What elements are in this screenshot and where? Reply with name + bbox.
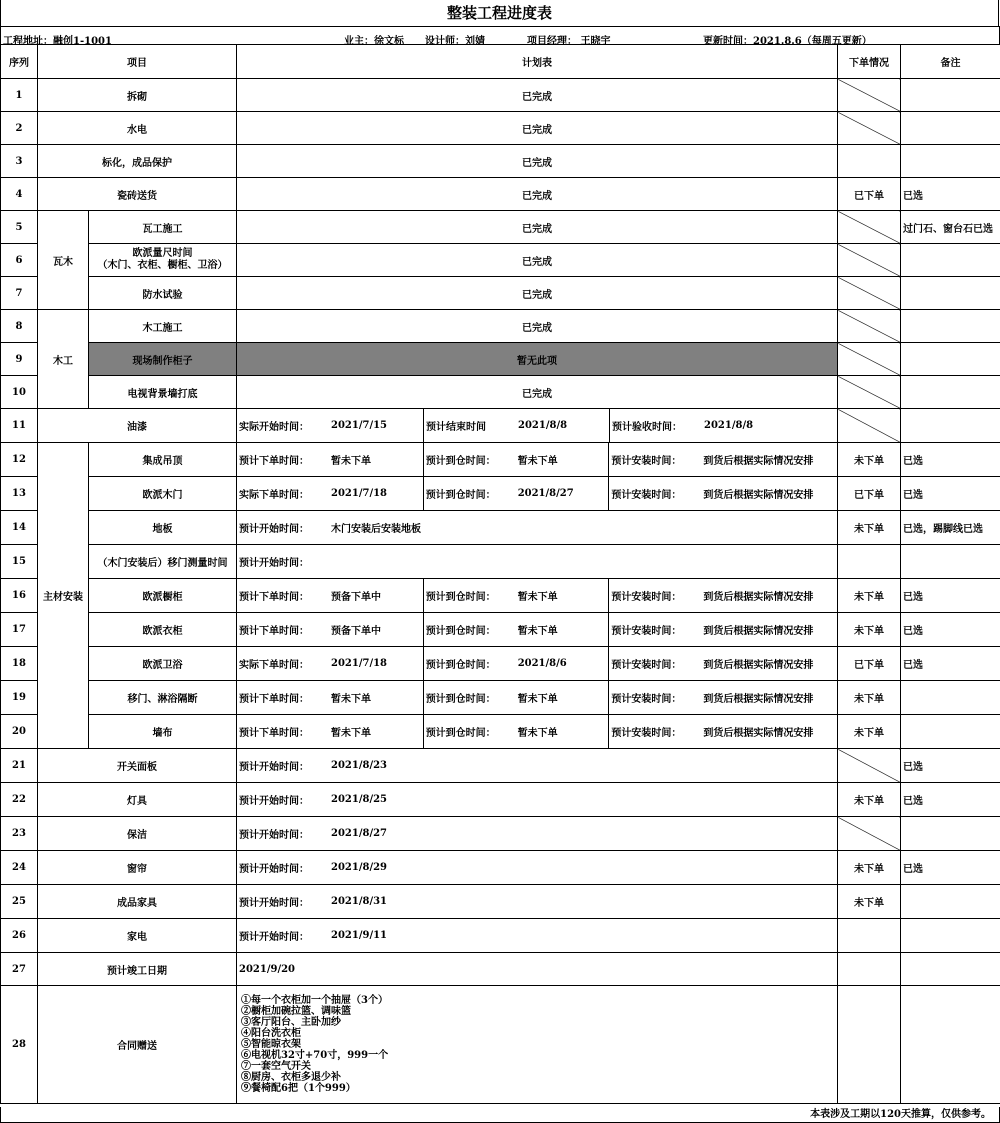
table-row <box>1 409 1000 443</box>
group-label-material-install: 主材安装 <box>38 443 89 749</box>
table-row <box>1 783 1000 817</box>
row-plan <box>237 647 838 681</box>
plan-value: 到货后根据实际情况安排 <box>703 626 814 637</box>
plan-label: 预计开始时间： <box>239 898 309 909</box>
plan-value: 2021/9/11 <box>331 930 388 941</box>
row-seq: 25 <box>1 885 38 919</box>
plan-label: 预计开始时间： <box>239 864 309 875</box>
row-plan <box>237 783 838 817</box>
row-plan: 已完成 <box>237 79 838 112</box>
plan-value: 暂未下单 <box>517 728 558 739</box>
row-seq: 24 <box>1 851 38 885</box>
row-plan <box>237 511 838 545</box>
row-remark: 已选 <box>901 749 1000 783</box>
row-remark: 已选 <box>901 443 1000 477</box>
row-remark <box>901 409 1000 443</box>
row-item: 窗帘 <box>38 851 237 885</box>
row-order-na <box>838 817 901 851</box>
row-seq: 9 <box>1 343 38 376</box>
row-plan: 暂无此项 <box>237 343 838 376</box>
plan-value: 木门安装后安装地板 <box>331 524 421 535</box>
plan-value: 2021/8/25 <box>331 794 388 805</box>
row-remark: 已选 <box>901 579 1000 613</box>
row-order-na <box>838 376 901 409</box>
sheet-title: 整装工程进度表 <box>0 0 999 26</box>
row-remark <box>901 545 1000 579</box>
row-item: 移门、淋浴隔断 <box>89 681 237 715</box>
row-plan: 已完成 <box>237 277 838 310</box>
row-item: 预计竣工日期 <box>38 953 237 986</box>
row-order <box>838 545 901 579</box>
row-item: 集成吊顶 <box>89 443 237 477</box>
row-item: 欧派橱柜 <box>89 579 237 613</box>
table-row <box>1 277 1000 310</box>
table-row <box>1 715 1000 749</box>
row-item: 墙布 <box>89 715 237 749</box>
plan-value: 暂未下单 <box>517 694 558 705</box>
project-info-bar <box>0 26 1000 47</box>
row-item: 拆砌 <box>38 79 237 112</box>
plan-value: 2021/8/27 <box>517 488 574 499</box>
row-item: 开关面板 <box>38 749 237 783</box>
plan-label: 预计下单时间： <box>239 694 309 705</box>
row-item: 保洁 <box>38 817 237 851</box>
plan-label: 预计到仓时间： <box>425 694 496 705</box>
plan-value: 预备下单中 <box>331 626 381 637</box>
table-row <box>1 112 1000 145</box>
table-row <box>1 511 1000 545</box>
row-order-na <box>838 277 901 310</box>
row-plan <box>237 851 838 885</box>
gift-item: ①每一个衣柜加一个抽屉（3个） <box>241 995 388 1006</box>
row-plan: 已完成 <box>237 244 838 277</box>
plan-value: 预备下单中 <box>331 592 381 603</box>
row-seq: 17 <box>1 613 38 647</box>
row-plan: 已完成 <box>237 178 838 211</box>
plan-label: 预计开始时间： <box>239 558 309 569</box>
table-row <box>1 310 1000 343</box>
row-item-line2: （木门、衣柜、橱柜、卫浴） <box>97 260 228 271</box>
row-order-na <box>838 211 901 244</box>
row-order: 已下单 <box>838 477 901 511</box>
gift-item: ⑧厨房、衣柜多退少补 <box>241 1072 341 1083</box>
plan-label: 预计到仓时间： <box>425 626 496 637</box>
plan-value: 2021/7/15 <box>331 420 388 431</box>
row-plan <box>237 885 838 919</box>
row-order: 未下单 <box>838 443 901 477</box>
row-item: （木门安装后）移门测量时间 <box>89 545 237 579</box>
row-item: 瓦工施工 <box>89 211 237 244</box>
row-seq: 21 <box>1 749 38 783</box>
row-order <box>838 145 901 178</box>
table-row <box>1 885 1000 919</box>
plan-value: 到货后根据实际情况安排 <box>703 592 814 603</box>
row-remark <box>901 244 1000 277</box>
plan-label: 预计结束时间 <box>426 422 486 433</box>
gift-item: ⑤智能晾衣架 <box>241 1039 301 1050</box>
gift-item: ③客厅阳台、主卧加纱 <box>241 1017 341 1028</box>
table-row <box>1 244 1000 277</box>
row-remark <box>901 986 1000 1104</box>
gift-item: ④阳台洗衣柜 <box>241 1028 301 1039</box>
row-seq: 23 <box>1 817 38 851</box>
plan-value: 暂未下单 <box>331 728 371 739</box>
row-order-na <box>838 79 901 112</box>
row-order: 已下单 <box>838 647 901 681</box>
contract-gifts-list <box>237 986 838 1104</box>
row-order: 未下单 <box>838 783 901 817</box>
row-remark <box>901 376 1000 409</box>
row-seq: 2 <box>1 112 38 145</box>
row-remark: 已选 <box>901 178 1000 211</box>
row-plan <box>237 749 838 783</box>
row-order: 已下单 <box>838 178 901 211</box>
row-order: 未下单 <box>838 851 901 885</box>
row-item: 成品家具 <box>38 885 237 919</box>
update-time: 更新时间：2021.8.6（每周五更新） <box>703 36 872 47</box>
designer-name: 设计师：刘婧 <box>425 36 485 47</box>
row-remark: 已选，踢脚线已选 <box>901 511 1000 545</box>
table-row <box>1 145 1000 178</box>
owner-name: 业主：徐文标 <box>344 36 404 47</box>
plan-label: 预计到仓时间： <box>425 728 496 739</box>
row-remark <box>901 310 1000 343</box>
row-plan <box>237 409 838 443</box>
row-item: 欧派卫浴 <box>89 647 237 681</box>
plan-value: 到货后根据实际情况安排 <box>703 660 814 671</box>
plan-value: 到货后根据实际情况安排 <box>703 456 814 467</box>
row-order-na <box>838 749 901 783</box>
table-row <box>1 443 1000 477</box>
row-remark: 已选 <box>901 647 1000 681</box>
plan-label: 预计安装时间： <box>611 728 682 739</box>
row-order-na <box>838 244 901 277</box>
row-item: 合同赠送 <box>38 986 237 1104</box>
row-seq: 22 <box>1 783 38 817</box>
plan-value: 2021/7/18 <box>331 658 388 669</box>
table-row <box>1 211 1000 244</box>
plan-label: 预计验收时间： <box>612 422 682 433</box>
row-item: 电视背景墙打底 <box>89 376 237 409</box>
row-order: 未下单 <box>838 715 901 749</box>
row-plan <box>237 919 838 953</box>
row-remark: 已选 <box>901 613 1000 647</box>
plan-value: 2021/8/8 <box>704 420 754 431</box>
plan-label: 预计开始时间： <box>239 762 309 773</box>
plan-value: 2021/8/27 <box>331 828 388 839</box>
row-remark <box>901 885 1000 919</box>
row-remark: 过门石、窗台石已选 <box>901 211 1000 244</box>
row-remark <box>901 953 1000 986</box>
table-row <box>1 647 1000 681</box>
row-plan <box>237 579 838 613</box>
row-item: 家电 <box>38 919 237 953</box>
project-address: 工程地址：融创1-1001 <box>3 36 112 47</box>
table-row <box>1 851 1000 885</box>
table-row <box>1 613 1000 647</box>
row-plan: 已完成 <box>237 112 838 145</box>
row-item: 灯具 <box>38 783 237 817</box>
row-seq: 5 <box>1 211 38 244</box>
plan-label: 预计安装时间： <box>611 490 682 501</box>
row-seq: 27 <box>1 953 38 986</box>
row-remark <box>901 681 1000 715</box>
plan-value: 到货后根据实际情况安排 <box>703 694 814 705</box>
row-plan: 已完成 <box>237 211 838 244</box>
plan-label: 预计安装时间： <box>611 694 682 705</box>
row-order: 未下单 <box>838 885 901 919</box>
plan-value: 2021/8/29 <box>331 862 388 873</box>
table-row <box>1 178 1000 211</box>
table-row <box>1 79 1000 112</box>
row-remark <box>901 145 1000 178</box>
row-order <box>838 919 901 953</box>
row-seq: 13 <box>1 477 38 511</box>
row-plan: 已完成 <box>237 376 838 409</box>
project-manager: 项目经理： 王晓宇 <box>527 36 611 47</box>
header-remark: 备注 <box>901 45 1000 79</box>
row-seq: 10 <box>1 376 38 409</box>
header-row <box>1 45 1000 79</box>
plan-value: 暂未下单 <box>517 592 558 603</box>
row-order-na <box>838 310 901 343</box>
row-order: 未下单 <box>838 511 901 545</box>
row-order-na <box>838 343 901 376</box>
table-row <box>1 986 1000 1104</box>
gift-item: ⑦一套空气开关 <box>241 1061 311 1072</box>
footer-note: 本表涉及工期以120天推算，仅供参考。 <box>0 1107 1000 1123</box>
table-row <box>1 579 1000 613</box>
plan-label: 预计开始时间： <box>239 932 309 943</box>
plan-label: 预计下单时间： <box>239 626 309 637</box>
plan-value: 暂未下单 <box>331 694 371 705</box>
row-seq: 8 <box>1 310 38 343</box>
plan-value: 到货后根据实际情况安排 <box>703 490 814 501</box>
plan-label: 实际下单时间： <box>239 660 309 671</box>
row-item: 标化，成品保护 <box>38 145 237 178</box>
header-seq: 序列 <box>1 45 38 79</box>
header-item: 项目 <box>38 45 237 79</box>
plan-value: 2021/7/18 <box>331 488 388 499</box>
table-row <box>1 681 1000 715</box>
plan-value: 2021/8/23 <box>331 760 388 771</box>
row-remark <box>901 715 1000 749</box>
table-row <box>1 545 1000 579</box>
row-remark: 已选 <box>901 477 1000 511</box>
plan-label: 预计开始时间： <box>239 796 309 807</box>
row-plan <box>237 715 838 749</box>
row-seq: 28 <box>1 986 38 1104</box>
plan-label: 预计到仓时间： <box>425 456 496 467</box>
table-row <box>1 477 1000 511</box>
row-remark <box>901 817 1000 851</box>
gift-item: ⑥电视机32寸+70寸，999一个 <box>241 1050 389 1061</box>
row-plan <box>237 613 838 647</box>
row-remark: 已选 <box>901 851 1000 885</box>
row-item: 木工施工 <box>89 310 237 343</box>
row-seq: 20 <box>1 715 38 749</box>
table-row <box>1 343 1000 376</box>
plan-label: 预计安装时间： <box>611 626 682 637</box>
row-order-na <box>838 112 901 145</box>
row-item-line1: 欧派量尺时间 <box>132 248 193 259</box>
row-remark <box>901 79 1000 112</box>
row-item: 地板 <box>89 511 237 545</box>
header-order-status: 下单情况 <box>838 45 901 79</box>
plan-label: 预计到仓时间： <box>425 490 496 501</box>
row-seq: 14 <box>1 511 38 545</box>
table-row <box>1 376 1000 409</box>
group-label-tile-wood: 瓦木 <box>38 211 89 310</box>
row-seq: 19 <box>1 681 38 715</box>
row-order <box>838 986 901 1104</box>
row-item: 水电 <box>38 112 237 145</box>
row-plan <box>237 443 838 477</box>
plan-label: 预计下单时间： <box>239 592 309 603</box>
plan-value: 暂未下单 <box>517 456 558 467</box>
row-seq: 26 <box>1 919 38 953</box>
row-plan <box>237 681 838 715</box>
gift-item: ⑨餐椅配6把（1个999） <box>241 1083 356 1094</box>
row-item: 油漆 <box>38 409 237 443</box>
row-item: 瓷砖送货 <box>38 178 237 211</box>
plan-label: 实际开始时间： <box>239 422 309 433</box>
plan-value: 暂未下单 <box>517 626 558 637</box>
row-seq: 12 <box>1 443 38 477</box>
row-seq: 1 <box>1 79 38 112</box>
plan-value: 暂未下单 <box>331 456 371 467</box>
plan-label: 预计安装时间： <box>611 592 682 603</box>
header-plan: 计划表 <box>237 45 838 79</box>
row-item: 欧派衣柜 <box>89 613 237 647</box>
row-item: 防水试验 <box>89 277 237 310</box>
row-plan <box>237 477 838 511</box>
table-row <box>1 919 1000 953</box>
plan-label: 预计安装时间： <box>611 660 682 671</box>
row-order: 未下单 <box>838 613 901 647</box>
plan-label: 预计安装时间： <box>611 456 682 467</box>
row-seq: 3 <box>1 145 38 178</box>
table-row <box>1 953 1000 986</box>
row-remark <box>901 112 1000 145</box>
row-seq: 6 <box>1 244 38 277</box>
plan-label: 预计到仓时间： <box>425 660 496 671</box>
plan-label: 预计下单时间： <box>239 456 309 467</box>
plan-label: 预计开始时间： <box>239 524 309 535</box>
plan-value: 2021/8/8 <box>518 420 568 431</box>
gift-item: ②橱柜加碗拉篮、调味篮 <box>241 1006 351 1017</box>
group-label-carpentry: 木工 <box>38 310 89 409</box>
row-item <box>89 244 237 277</box>
row-order: 未下单 <box>838 579 901 613</box>
row-seq: 4 <box>1 178 38 211</box>
plan-label: 实际下单时间： <box>239 490 309 501</box>
row-plan <box>237 817 838 851</box>
row-seq: 15 <box>1 545 38 579</box>
plan-value: 2021/8/6 <box>517 658 567 669</box>
row-plan <box>237 545 838 579</box>
schedule-table <box>0 44 1000 1104</box>
row-remark <box>901 343 1000 376</box>
row-order <box>838 953 901 986</box>
row-remark <box>901 919 1000 953</box>
plan-value: 2021/8/31 <box>331 896 388 907</box>
plan-value: 到货后根据实际情况安排 <box>703 728 814 739</box>
table-row <box>1 817 1000 851</box>
row-item: 现场制作柜子 <box>89 343 237 376</box>
plan-label: 预计下单时间： <box>239 728 309 739</box>
completion-date: 2021/9/20 <box>237 953 838 986</box>
row-remark: 已选 <box>901 783 1000 817</box>
row-order: 未下单 <box>838 681 901 715</box>
row-remark <box>901 277 1000 310</box>
row-order-na <box>838 409 901 443</box>
row-plan: 已完成 <box>237 310 838 343</box>
row-seq: 18 <box>1 647 38 681</box>
plan-label: 预计到仓时间： <box>425 592 496 603</box>
row-seq: 11 <box>1 409 38 443</box>
row-seq: 7 <box>1 277 38 310</box>
row-item: 欧派木门 <box>89 477 237 511</box>
row-seq: 16 <box>1 579 38 613</box>
plan-label: 预计开始时间： <box>239 830 309 841</box>
row-plan: 已完成 <box>237 145 838 178</box>
table-row <box>1 749 1000 783</box>
